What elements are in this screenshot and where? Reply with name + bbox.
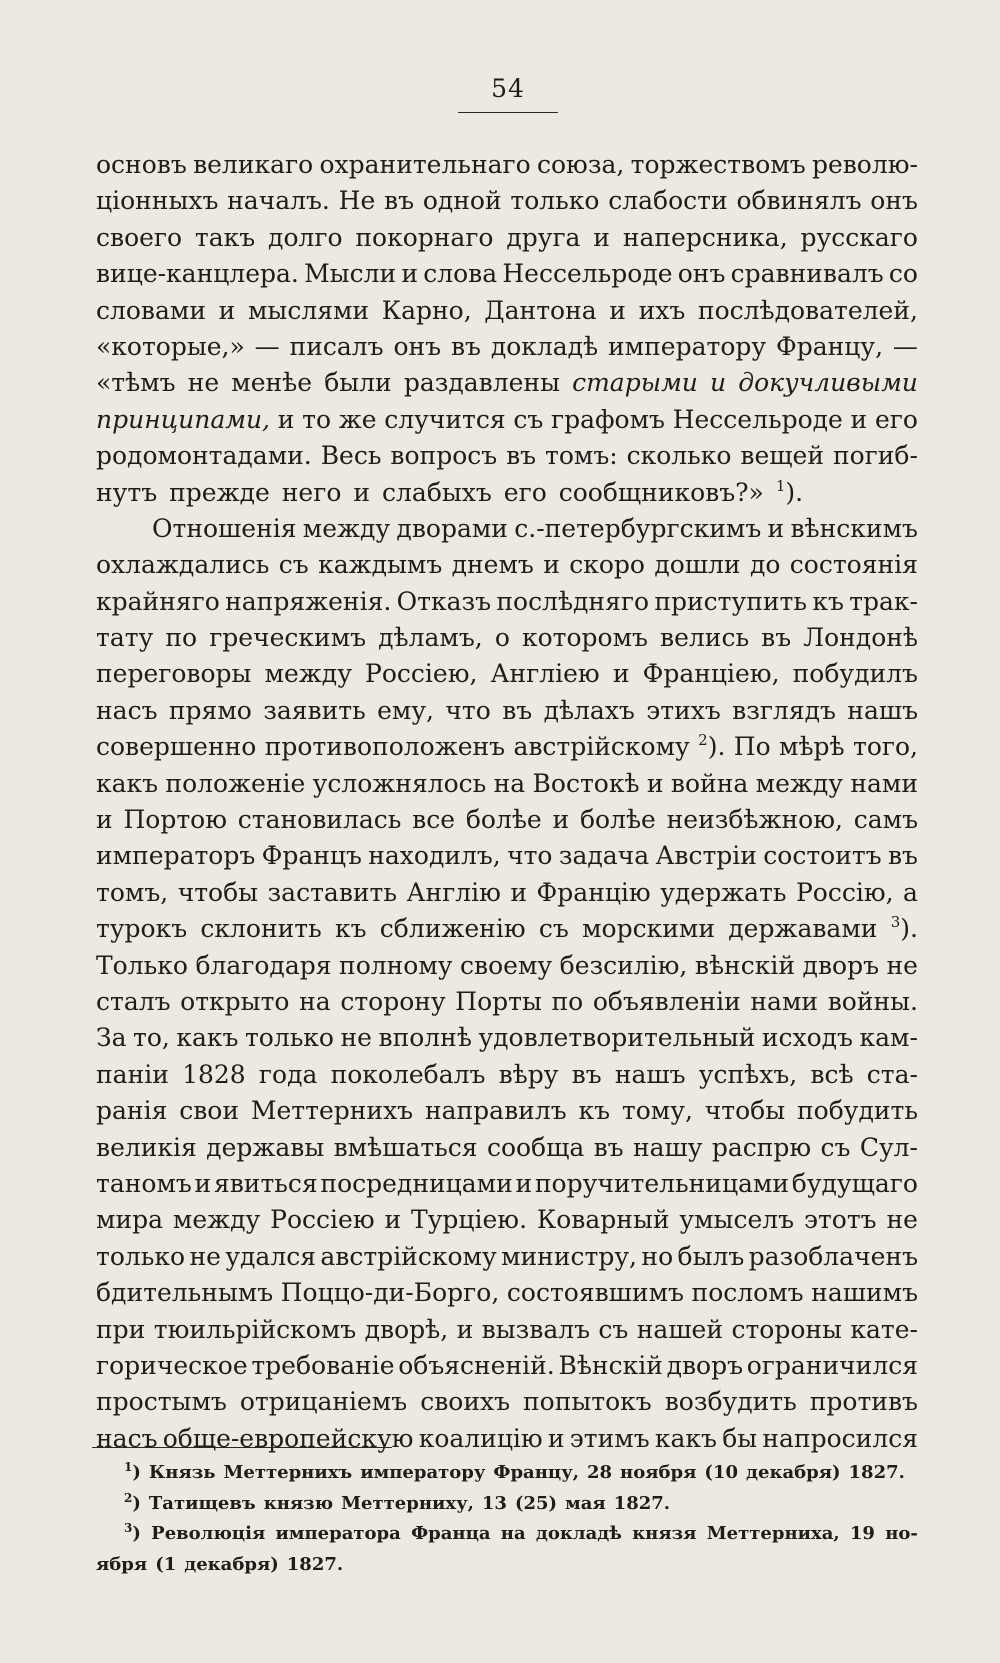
footnote-line: ября (1 декабря) 1827. [96,1553,344,1575]
footnote-line: $^2$) Татищевъ князю Меттерниху, 13 (25) мая 1827. [124,1490,671,1514]
text-line: своего такъ долго покорнаго друга и наперсника, русскаго [96,222,918,252]
text-line: родомонтадами. Весь вопросъ въ томъ: сколько вещей погиб- [96,441,918,471]
text-line: великія державы вмѣшаться сообща въ нашу распрю съ Сул- [96,1132,918,1162]
text-line: таномъ и явиться посредницами и поручительницами будущаго [96,1168,918,1198]
text-line: сталъ открыто на сторону Порты по объявленіи нами войны. [96,986,918,1016]
body-text [96,147,918,1457]
text-line: нутъ прежде него и слабыхъ его сообщниковъ?» $^1$). [96,476,804,507]
text-line: горическое требованіе объясненій. Вѣнскій дворъ ограничился [96,1350,918,1380]
text-line: и Портою становилась все болѣе и болѣе неизбѣжною, самъ [96,805,918,835]
text-line: какъ положеніе усложнялось на Востокѣ и война между нами [96,768,918,798]
footnote-rule [92,1447,392,1448]
text-line: принципами, и то же случится съ графомъ Нессельроде и его [96,404,918,434]
text-line: «тѣмъ не менѣе были раздавлены старыми и докучливыми [96,368,918,398]
text-line: переговоры между Россіею, Англіею и Франціею, побудилъ [96,659,918,689]
text-line: ранія свои Меттернихъ направилъ къ тому, чтобы побудить [96,1096,918,1126]
text-line: только не удался австрійскому министру, но былъ разоблаченъ [96,1241,918,1271]
text-line: охлаждались съ каждымъ днемъ и скоро дошли до состоянія [96,550,918,580]
text-line: насъ обще-европейскую коалицію и этимъ какъ бы напросился [96,1423,918,1453]
text-line: «которые,» — писалъ онъ въ докладѣ императору Францу, — [96,331,918,361]
text-line: вице-канцлера. Мысли и слова Нессельроде онъ сравнивалъ со [96,259,918,289]
text-line: простымъ отрицаніемъ своихъ попытокъ возбудить противъ [96,1387,918,1417]
page-number: 54 [491,74,525,103]
text-line: мира между Россіею и Турціею. Коварный умыселъ этотъ не [96,1205,918,1235]
text-line: Отношенія между дворами с.-петербургскимъ и вѣнскимъ [152,513,918,543]
text-line: паніи 1828 года поколебалъ вѣру въ нашъ успѣхъ, всѣ ста- [96,1059,918,1089]
text-line: насъ прямо заявить ему, что въ дѣлахъ этихъ взглядъ нашъ [96,695,918,725]
text-line: турокъ склонить къ сближенію съ морскими державами $^3$). [96,913,918,944]
text-line: томъ, чтобы заставить Англію и Францію удержать Россію, а [96,877,918,907]
text-line: крайняго напряженія. Отказъ послѣдняго приступить къ трак- [96,586,918,616]
text-line: тату по греческимъ дѣламъ, о которомъ велись въ Лондонѣ [96,623,918,653]
page-number-rule [458,112,558,113]
text-line: императоръ Францъ находилъ, что задача Австріи состоитъ въ [96,841,918,871]
text-line: основъ великаго охранительнаго союза, торжествомъ револю- [96,150,918,179]
text-line: бдительнымъ Поццо-ди-Борго, состоявшимъ посломъ нашимъ [96,1278,918,1308]
text-line: словами и мыслями Карно, Дантона и ихъ послѣдователей, [96,295,918,325]
text-line: ціонныхъ началъ. Не въ одной только слабости обвинялъ онъ [96,186,918,216]
text-line: совершенно противоположенъ австрійскому $^2$). По мѣрѣ того, [96,731,918,762]
footnote-line: $^1$) Князь Меттернихъ императору Францу, 28 ноября (10 декабря) 1827. [124,1460,905,1483]
footnotes [96,1458,918,1580]
text-line: при тюильрійскомъ дворѣ, и вызвалъ съ нашей стороны кате- [96,1314,918,1344]
footnote-line: $^3$) Революція императора Франца на докладѣ князя Меттерниха, 19 но- [124,1521,918,1544]
text-line: Только благодаря полному своему безсилію, вѣнскій дворъ не [96,950,918,980]
text-line: За то, какъ только не вполнѣ удовлетворительный исходъ кам- [96,1023,918,1053]
